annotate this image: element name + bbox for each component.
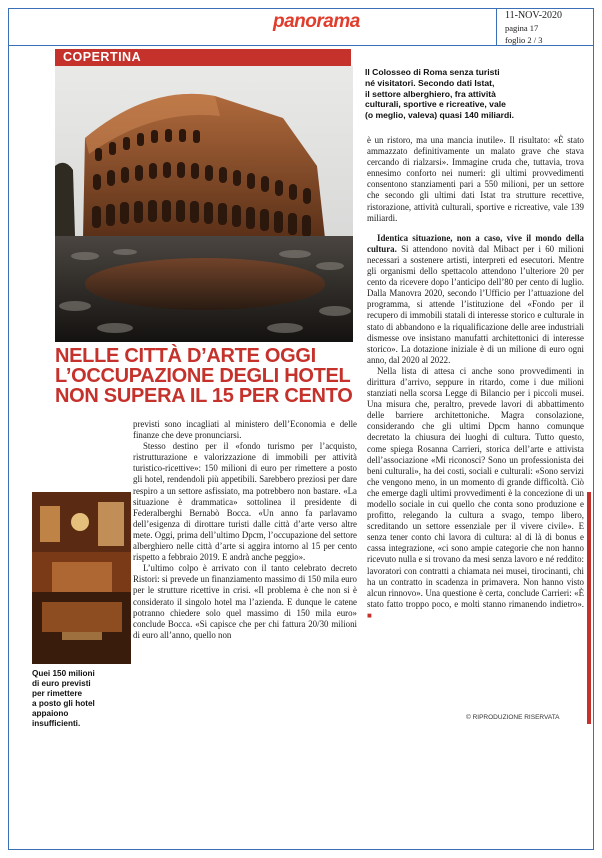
caption-line: per rimettere (32, 689, 83, 698)
clipping-date: 11-NOV-2020 (505, 10, 563, 21)
headline-line: L’OCCUPAZIONE DEGLI HOTEL (55, 365, 351, 387)
caption-line: di euro previsti (32, 679, 91, 688)
magazine-masthead: panorama (273, 11, 360, 32)
paragraph: previsti sono incagliati al ministero dell’Economia e delle finanze che deve pronunciarsi. (133, 419, 357, 441)
photo-caption (365, 67, 585, 121)
paragraph-text: Si attendono novità dal Mibact per i 60 milioni necessari a sostenere artisti, interpreti ed esecutori. Mentre gli organismi dello spettacolo attendono l’ulteriore 20 per cento da ricevere dopo l’anticipo dell’80 per cento di luglio. Dalla Manovra 2020, secondo l’Ufficio per l’attuazione del programma, si attende l’istituzione del «Fondo per il recupero di immobili statali di interesse storico e culturale in stato di abbandono e la riqualificazione delle aree industriali dismesse ove insistano manufatti architettonici di interesse storico». La dotazione iniziale è di un milione di euro ogni anno, dal 2020 al 2022. (367, 243, 584, 365)
article-column-right (367, 135, 584, 621)
caption-line: Il Colosseo di Roma senza turisti (365, 67, 500, 77)
section-label: COPERTINA (55, 49, 351, 66)
caption-line: appaiono (32, 709, 69, 718)
article-headline (55, 346, 355, 406)
paragraph-text: Nella lista di attesa ci anche sono provvedimenti in dirittura d’arrivo, seppure in ritardo, come i due milioni stanziati nella scorsa Legge di Bilancio per i piccoli musei. Una misura che, peraltro, prevede lavori di abbattimento delle barriere architettoniche. Magra consolazione, considerando che gli ultimi Dpcm hanno comunque decretato la chiusura dei luoghi di cultura. Tutto questo, come spiega Rosanna Carrieri, storica dell’arte e attivista dell’associazione «Mi riconosci? Sono un professionista dei beni culturali», ha dei costi, sociali e culturali: «Sono servizi che vengono meno, in un momento di grande difficoltà. Ciò che emerge dagli ultimi provvedimenti è la concezione di un modello sociale in cui quello che conta sono produzione e profitto, relegando la cultura a svago, tempo libero, screditando un settore essenziale per il vivere civile». E senza tener conto chi lavora di cultura: al di là di bonus e cassa integrazione, «ci sono ampie categorie che non hanno ricevuto nulla e si trovano da mesi senza lavoro e né reddito: lavoratori con contratti a chiamata nei musei, tirocinanti, chi ha un contratto in scadenza in primavera. Non hanno visto alcun rinnovo». Una questione è certa, conclude Carrieri: «È stato fatto troppo poco, e molti stanno rimanendo indietro». (367, 365, 584, 609)
caption-line: Quei 150 milioni (32, 669, 95, 678)
sheet-number: foglio 2 / 3 (505, 35, 543, 45)
copyright-notice: © RIPRODUZIONE RISERVATA (466, 714, 560, 721)
subsection-heading: Identica situazione, non a caso, vive il mondo della cultura. (367, 232, 584, 254)
article-column-left (133, 419, 357, 641)
paragraph: è un ristoro, ma una mancia inutile». Il risultato: «È stato ammazzato definitivamente un malato grave che stava cercando di rialzarsi». Immagine cruda che, tuttavia, trova ennesimo conforto nei numeri: gli ultimi provvedimenti consentono stanziamenti pari a 550 milioni, per un settore che secondo gli ultimi dati Istat tra strutture recettive, ristorazione, attività culturali, sportive e ricreative, vale 139 miliardi. (367, 135, 584, 223)
paragraph (367, 233, 584, 366)
accent-bar (587, 492, 591, 724)
hotel-photo-caption (32, 669, 131, 729)
headline-line: NON SUPERA IL 15 PER CENTO (55, 385, 353, 407)
end-mark: ■ (367, 610, 372, 620)
caption-line: culturali, sportive e ricreative, vale (365, 99, 506, 110)
caption-line: il settore alberghiero, fra attività (365, 88, 496, 99)
colosseum-photo (55, 66, 353, 342)
hotel-room-photo (32, 492, 131, 664)
press-clipping-meta (496, 8, 594, 46)
caption-line: insufficienti. (32, 719, 81, 728)
paragraph (367, 366, 584, 621)
paragraph: Stesso destino per il «fondo turismo per l’acquisto, ristrutturazione e valorizzazione di immobili per attività turistico-ricettive»: 150 milioni di euro per rimettere a posto gli hotel, rendendoli più appetibili. Sarebbero preziosi per dare respiro a un settore asfissiato, ma potrebbero non bastare. «La situazione è drammatica» sottolinea il presidente di Federalberghi Bernabò Bocca. «Un anno fa parlavamo dell’esigenza di dirottare turisti dalle città d’arte verso altre mete. Oggi, prima dell’ultimo Dpcm, l’occupazione del settore alberghiero nelle città d’arte si aggira intorno al 15 per cento rispetto a febbraio 2019. E andrà anche peggio». (133, 441, 357, 563)
caption-line: a posto gli hotel (32, 699, 95, 708)
headline-line: NELLE CITTÀ D’ARTE OGGI (55, 345, 316, 367)
caption-line: (o meglio, valeva) quasi 140 miliardi. (365, 110, 515, 121)
page-number: pagina 17 (505, 23, 539, 33)
caption-line: né visitatori. Secondo dati Istat, (365, 77, 495, 88)
paragraph: L’ultimo colpo è arrivato con il tanto celebrato decreto Ristori: si prevede un finanziamento massimo di 150 mila euro per le strutture ricettive in crisi. «Il problema è che non si è considerato il singolo hotel ma l’azienda. E dunque le catene potranno chiedere solo quel massimo di 150 mila euro» conclude Bocca. «Si capisce che per chi fattura 20/30 milioni di euro all’anno, quello non (133, 563, 357, 640)
